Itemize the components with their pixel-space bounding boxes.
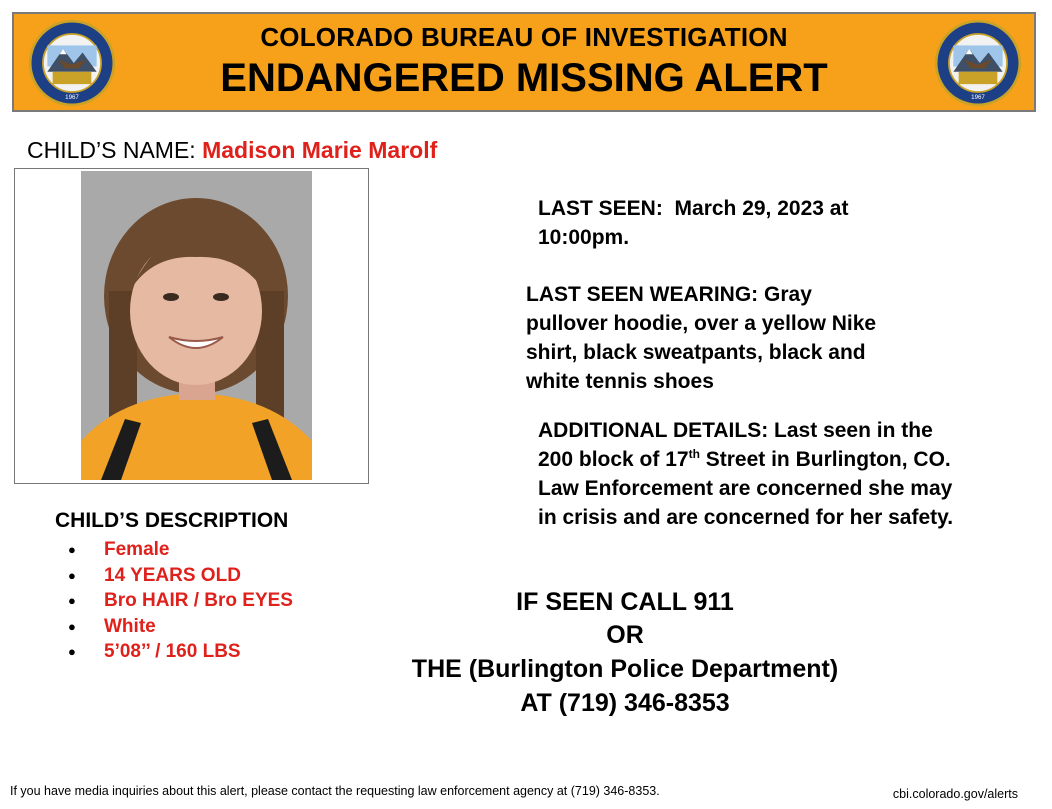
- svg-text:1967: 1967: [65, 94, 79, 102]
- additional-text-4: in crisis and are concerned for her safety.: [538, 506, 954, 529]
- last-seen-wearing-section: [526, 280, 876, 396]
- alerts-url: cbi.colorado.gov/alerts: [892, 787, 1018, 801]
- child-photo: [81, 171, 312, 480]
- last-seen-value: March 29, 2023 at: [674, 197, 849, 220]
- child-name-row: [27, 137, 437, 164]
- additional-text-2b: Street in Burlington, CO.: [699, 448, 951, 471]
- last-seen-value-cont: 10:00pm.: [538, 226, 630, 249]
- call-line-2: OR: [606, 621, 644, 649]
- additional-text-3: Law Enforcement are concerned she may: [538, 477, 953, 500]
- description-item: ● White: [64, 614, 293, 640]
- description-item: ● 14 YEARS OLD: [64, 563, 293, 589]
- media-inquiries-note: If you have media inquiries about this alert, please contact the requesting law enforcement agency at (719) 346-8353.: [10, 784, 660, 798]
- wearing-text-4: white tennis shoes: [526, 370, 714, 393]
- child-name-value: Madison Marie Marolf: [202, 137, 438, 163]
- description-item: ● 5’08’’ / 160 LBS: [64, 639, 293, 665]
- description-list: [64, 537, 293, 665]
- last-seen-section: [538, 194, 848, 252]
- additional-text-1: Last seen in the: [768, 419, 933, 442]
- wearing-text-3: shirt, black sweatpants, black and: [526, 341, 866, 364]
- wearing-label: LAST SEEN WEARING:: [526, 283, 759, 306]
- additional-text-2-sup: th: [688, 447, 700, 461]
- call-line-3: THE (Burlington Police Department): [411, 655, 839, 683]
- alert-title: ENDANGERED MISSING ALERT: [220, 56, 828, 100]
- additional-label: ADDITIONAL DETAILS:: [538, 419, 769, 442]
- description-item: ● Female: [64, 537, 293, 563]
- additional-text-2a: 200 block of 17: [538, 448, 689, 471]
- agency-title: COLORADO BUREAU OF INVESTIGATION: [260, 22, 788, 52]
- wearing-text-1: Gray: [758, 283, 812, 306]
- photo-frame: [14, 168, 369, 484]
- description-title: CHILD’S DESCRIPTION: [55, 509, 289, 532]
- alert-banner: [12, 12, 1036, 112]
- cbi-seal-icon: [934, 19, 1022, 107]
- wearing-text-2: pullover hoodie, over a yellow Nike: [526, 312, 877, 335]
- additional-details-section: [538, 416, 953, 532]
- last-seen-label: LAST SEEN:: [538, 197, 663, 220]
- call-line-1: IF SEEN CALL 911: [516, 588, 734, 616]
- description-item: ● Bro HAIR / Bro EYES: [64, 588, 293, 614]
- svg-text:1967: 1967: [971, 94, 985, 102]
- child-name-label: CHILD’S NAME:: [27, 137, 203, 163]
- call-line-4: AT (719) 346-8353: [520, 689, 730, 717]
